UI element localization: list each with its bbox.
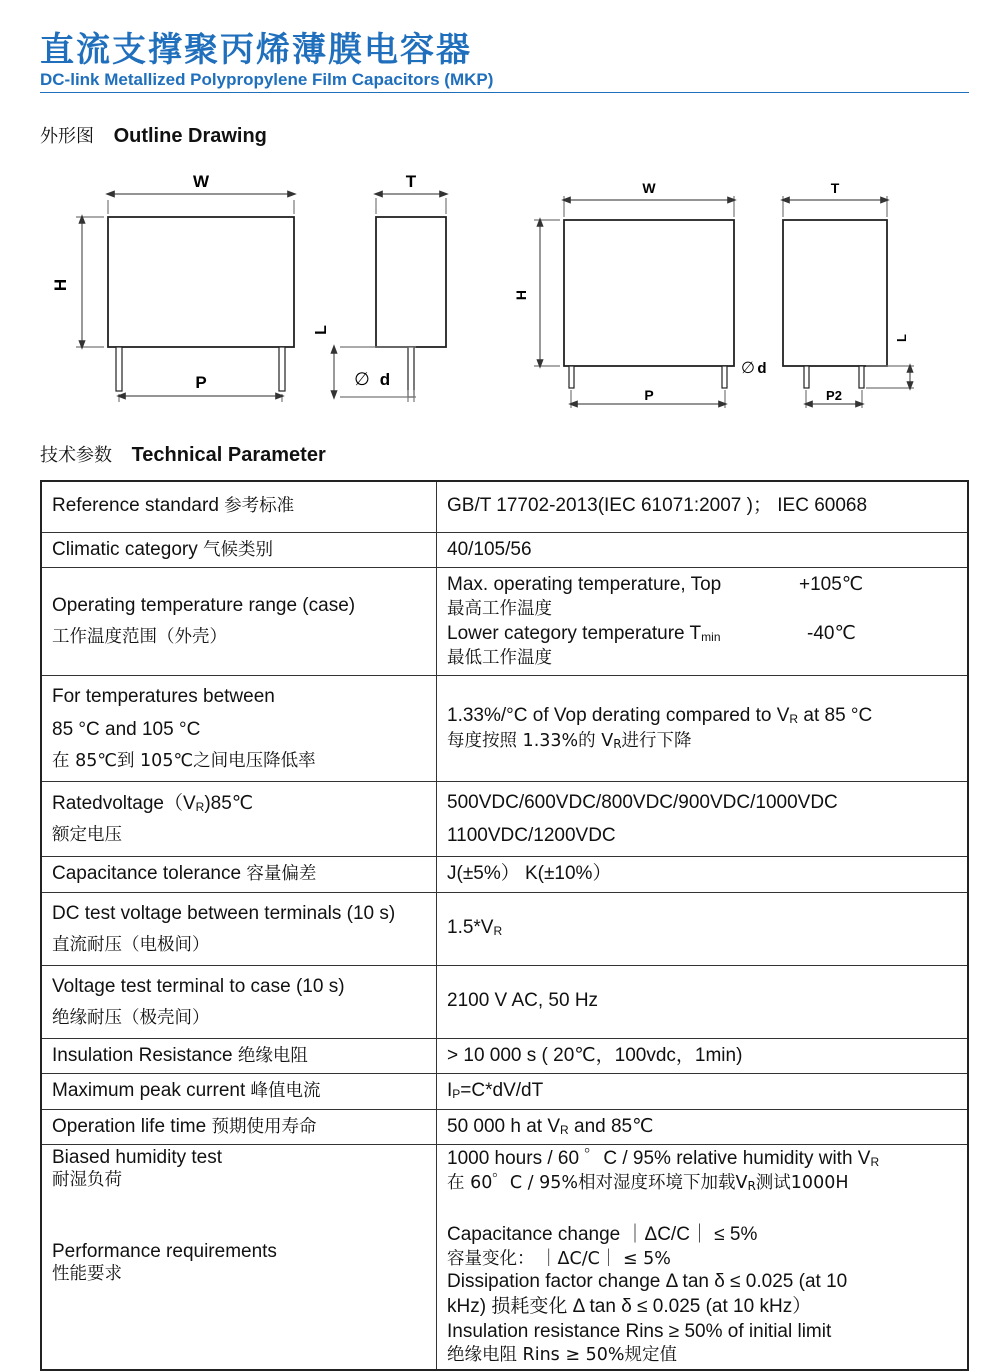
row-operating-temperature — [41, 568, 968, 676]
row-voltage-test-case — [41, 965, 968, 1038]
outline-heading-en: Outline Drawing — [113, 125, 267, 147]
side-view-2 — [783, 196, 914, 408]
label-cn: 绝缘耐压（极壳间） — [52, 1007, 210, 1028]
dim-d-label-2: d — [757, 360, 767, 377]
dim-l-label-2: L — [894, 334, 909, 342]
label-cn: 工作温度范围（外壳） — [52, 627, 227, 648]
outline-drawings — [0, 160, 1000, 420]
outline-heading — [40, 122, 267, 148]
row-dc-test-voltage — [41, 892, 968, 965]
humid-cond-cn: 在 60゜C / 95%相对湿度环境下加载$V_R$测试1000H — [447, 1173, 849, 1194]
low-temp-label: Lower category temperature T — [447, 623, 702, 645]
parameter-table — [40, 480, 969, 1371]
label-cn: 容量偏差 — [246, 864, 317, 885]
page-title-cn: 直流支撑聚丙烯薄膜电容器 — [40, 30, 472, 70]
label-cn: 预期使用寿命 — [211, 1116, 317, 1137]
row-label — [41, 1109, 437, 1145]
ins-change-cn: 绝缘电阻 Rins ≥ 50%规定值 — [447, 1345, 677, 1366]
dim-p-label-1: P — [195, 373, 207, 392]
max-temp-line — [447, 572, 957, 598]
perf-label-en: Performance requirements — [52, 1241, 277, 1263]
row-label — [41, 1074, 437, 1110]
label-cn: 绝缘电阻 — [237, 1045, 308, 1066]
row-label — [41, 568, 437, 676]
row-label — [41, 532, 437, 568]
ins-change-en: Insulation resistance Rins ≥ 50% of initial limit — [447, 1320, 832, 1342]
row-value — [437, 568, 969, 676]
label-cn: 耐湿负荷 — [52, 1170, 122, 1191]
front-view-2 — [534, 196, 734, 408]
label-en: Operation life time — [52, 1115, 207, 1137]
row-value: 40/105/56 — [437, 532, 969, 568]
df-change-en: Dissipation factor change Δ tan δ ≤ 0.025 (at 10 — [447, 1271, 848, 1293]
max-temp-value: +105℃ — [799, 574, 864, 596]
label-cn: 气候类别 — [203, 539, 273, 560]
label-en: Insulation Resistance — [52, 1044, 233, 1066]
row-value: J(±5%） K(±10%） — [437, 857, 969, 893]
row-operation-life — [41, 1109, 968, 1145]
row-reference-standard — [41, 481, 968, 532]
cap-change-cn: 容量变化： ｜ΔC/C｜ ≤ 5% — [447, 1248, 671, 1269]
row-value — [437, 781, 969, 857]
title-divider — [40, 92, 969, 93]
df-change-en-2: kHz) 损耗变化 Δ tan δ ≤ 0.025 (at 10 kHz） — [447, 1295, 812, 1317]
label-en: Reference standard — [52, 495, 219, 517]
derate-value-en: 1.33%/°C of Vop derating compared to $V_R$ at 85 °C — [447, 704, 873, 726]
label-cn: 额定电压 — [52, 825, 122, 846]
row-climatic-category — [41, 532, 968, 568]
row-value: $I_P=C*dV/dT$ — [437, 1074, 969, 1110]
row-derating — [41, 675, 968, 781]
technical-heading — [40, 441, 326, 467]
perf-label-cn: 性能要求 — [52, 1263, 122, 1284]
dim-w-label-2: W — [642, 180, 656, 196]
row-value: 2100 V AC, 50 Hz — [437, 965, 969, 1038]
row-value — [437, 675, 969, 781]
dim-p2-label: P2 — [826, 388, 842, 403]
row-capacitance-tolerance — [41, 857, 968, 893]
row-value: 50 000 h at $V_R$ and 85℃ — [437, 1109, 969, 1145]
label-cn: 参考标准 — [224, 496, 295, 517]
label-en: Biased humidity test — [52, 1147, 223, 1169]
label-en-2: 85 °C and 105 °C — [52, 718, 201, 740]
technical-heading-en: Technical Parameter — [131, 444, 326, 466]
row-label — [41, 892, 437, 965]
page-title-en: DC-link Metallized Polypropylene Film Capacitors (MKP) — [40, 70, 494, 89]
row-biased-humidity — [41, 1145, 968, 1370]
dim-l-label-1: L — [313, 325, 330, 335]
row-label — [41, 781, 437, 857]
row-label — [41, 481, 437, 532]
row-label — [41, 857, 437, 893]
label-en-1: For temperatures between — [52, 685, 275, 707]
dim-w-label-1: W — [192, 172, 210, 191]
max-temp-label: Max. operating temperature, Top — [447, 574, 722, 596]
label-en: Voltage test terminal to case (10 s) — [52, 975, 345, 997]
row-insulation-resistance — [41, 1038, 968, 1074]
row-peak-current — [41, 1074, 968, 1110]
label-en: Climatic category — [52, 538, 198, 560]
outline-heading-cn: 外形图 — [40, 126, 94, 147]
label-cn: 直流耐压（电极间） — [52, 935, 210, 956]
row-label — [41, 965, 437, 1038]
phi-symbol-2: ∅ — [741, 360, 755, 377]
label-cn: 峰值电流 — [250, 1081, 321, 1102]
dim-h-label-1: H — [51, 278, 70, 292]
low-temp-value: -40℃ — [807, 623, 856, 645]
label-cn: 在 85℃到 105℃之间电压降低率 — [52, 751, 316, 772]
row-value — [437, 1145, 969, 1370]
technical-heading-cn: 技术参数 — [40, 445, 112, 466]
low-temp-label-cn: 最低工作温度 — [447, 648, 552, 668]
dim-p-label-2: P — [644, 387, 654, 403]
humid-cond-en: 1000 hours / 60 ゜C / 95% relative humidity with $V_R$ — [447, 1148, 880, 1170]
row-label — [41, 1145, 437, 1370]
label-en: $Ratedvoltage(V_R)85℃$ — [52, 793, 254, 815]
row-label — [41, 1038, 437, 1074]
dim-d-label-1: d — [379, 370, 391, 389]
label-en: Capacitance tolerance — [52, 863, 242, 885]
row-label — [41, 675, 437, 781]
row-value: > 10 000 s ( 20℃，100vdc，1min) — [437, 1038, 969, 1074]
phi-symbol-1: ∅ — [354, 369, 370, 389]
cap-change-en: Capacitance change ｜ΔC/C｜ ≤ 5% — [447, 1223, 758, 1245]
label-en: Operating temperature range (case) — [52, 594, 356, 616]
rated-value-1: 500VDC/600VDC/800VDC/900VDC/1000VDC — [447, 791, 838, 813]
low-temp-line — [447, 621, 957, 647]
label-en: DC test voltage between terminals (10 s) — [52, 902, 396, 924]
row-value: GB/T 17702-2013(IEC 61071:2007 )； IEC 60068 — [437, 481, 969, 532]
low-temp-sub: min — [701, 630, 721, 645]
rated-value-2: 1100VDC/1200VDC — [447, 825, 616, 846]
row-value: $1.5*V_R$ — [437, 892, 969, 965]
label-en: Maximum peak current — [52, 1080, 246, 1102]
max-temp-label-cn: 最高工作温度 — [447, 598, 552, 619]
dim-h-label-2: H — [513, 289, 529, 301]
derate-value-cn: 每度按照 1.33%的 $V_R$进行下降 — [447, 731, 692, 752]
dim-t-label-2: T — [830, 180, 840, 196]
row-rated-voltage — [41, 781, 968, 857]
front-view-1 — [76, 194, 294, 402]
dim-t-label-1: T — [405, 172, 417, 191]
